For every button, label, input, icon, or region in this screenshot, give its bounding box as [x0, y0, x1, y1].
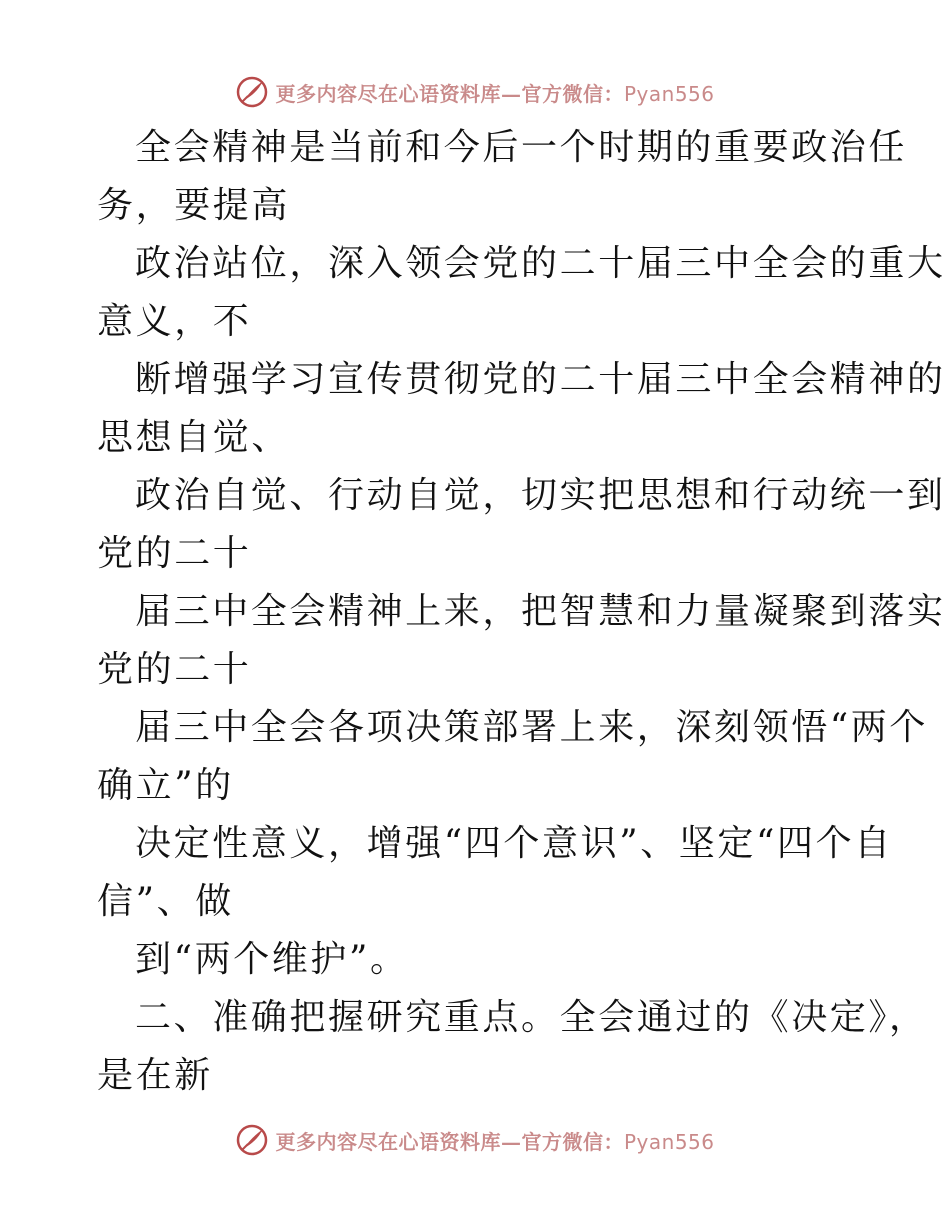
body-line: 决定性意义，增强“四个意识”、坚定“四个自 — [135, 823, 893, 864]
body-line: 届三中全会精神上来，把智慧和力量凝聚到落实 — [135, 591, 946, 632]
body-line: 是在新 — [97, 1055, 213, 1096]
body-line: 断增强学习宣传贯彻党的二十届三中全会精神的 — [135, 359, 946, 400]
watermark-text: 更多内容尽在心语资料库—官方微信：Pyan556 — [275, 81, 715, 106]
body-line: 确立”的 — [97, 765, 234, 806]
body-line: 信”、做 — [97, 881, 234, 922]
watermark-text: 更多内容尽在心语资料库—官方微信：Pyan556 — [275, 1129, 715, 1154]
body-line: 务，要提高 — [97, 185, 291, 226]
body-line: 党的二十 — [97, 533, 252, 574]
body-line: 政治自觉、行动自觉，切实把思想和行动统一到 — [135, 475, 946, 516]
feather-pen-logo-icon — [235, 75, 269, 109]
body-line: 党的二十 — [97, 649, 252, 690]
body-line: 到“两个维护”。 — [135, 939, 409, 980]
body-line: 思想自觉、 — [97, 417, 291, 458]
feather-pen-logo-icon — [235, 1123, 269, 1157]
body-line: 二、准确把握研究重点。全会通过的《决定》， — [135, 997, 928, 1038]
footer-watermark — [0, 1120, 950, 1160]
body-line: 届三中全会各项决策部署上来，深刻领悟“两个 — [135, 707, 929, 748]
body-line: 全会精神是当前和今后一个时期的重要政治任 — [135, 127, 908, 168]
body-line: 意义，不 — [97, 301, 252, 342]
body-line: 政治站位，深入领会党的二十届三中全会的重大 — [135, 243, 946, 284]
header-watermark — [0, 72, 950, 112]
